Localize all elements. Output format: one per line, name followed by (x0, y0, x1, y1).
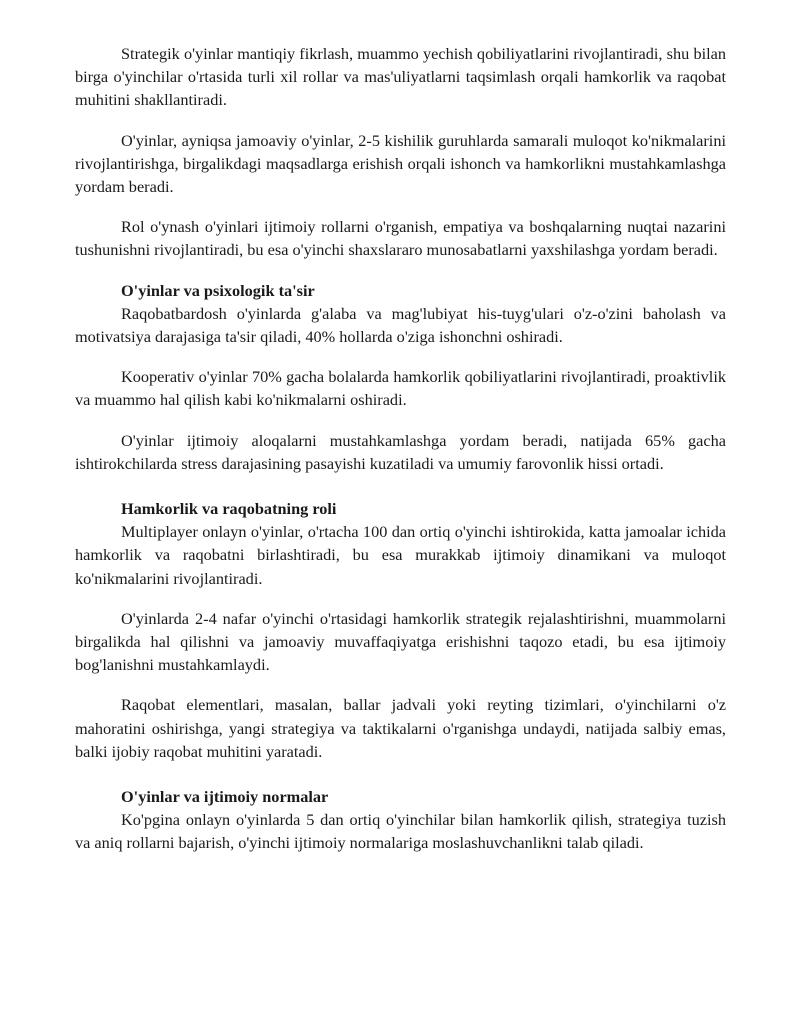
paragraph: O'yinlar ijtimoiy aloqalarni mustahkamlashga yordam beradi, natijada 65% gacha ishtirokchilarda stress darajasining pasayishi kuzatiladi va umumiy farovonlik hissi ortadi. (75, 430, 726, 473)
section-heading: Hamkorlik va raqobatning roli (121, 499, 337, 519)
section-heading: O'yinlar va ijtimoiy normalar (121, 787, 329, 807)
paragraph: Raqobat elementlari, masalan, ballar jadvali yoki reyting tizimlari, o'yinchilarni o'z mahoratini oshirishga, yangi strategiya va taktikalarni o'rganishga undaydi, natijada salbiy emas, balki ijobiy raqobat muhitini yaratadi. (75, 695, 726, 761)
paragraph: Strategik o'yinlar mantiqiy fikrlash, muammo yechish qobiliyatlarini rivojlantiradi, shu bilan birga o'yinchilar o'rtasida turli xil rollar va mas'uliyatlarni taqsimlash orqali hamkorlik va raqobat muhitini shakllantiradi. (75, 44, 726, 110)
paragraph: Ko'pgina onlayn o'yinlarda 5 dan ortiq o'yinchilar bilan hamkorlik qilish, strategiya tuzish va aniq rollarni bajarish, o'yinchi ijtimoiy normalariga moslashuvchanlikni talab qiladi. (75, 810, 726, 853)
document-page (75, 42, 726, 855)
section-heading: O'yinlar va psixologik ta'sir (121, 280, 315, 300)
paragraph: Raqobatbardosh o'yinlarda g'alaba va mag'lubiyat his-tuyg'ulari o'z-o'zini baholash va motivatsiya darajasiga ta'sir qiladi, 40% hollarda o'ziga ishonchni oshiradi. (75, 303, 726, 347)
paragraph: O'yinlarda 2-4 nafar o'yinchi o'rtasidagi hamkorlik strategik rejalashtirishni, muammolarni birgalikda hal qilishni va jamoaviy muvaffaqiyatga erishishni taqozo etadi, bu esa ijtimoiy bog'lanishni mustahkamlaydi. (75, 608, 726, 675)
paragraph: O'yinlar, ayniqsa jamoaviy o'yinlar, 2-5 kishilik guruhlarda samarali muloqot ko'nikmalarini rivojlantirishga, birgalikdagi maqsadlarga erishish orqali ishonch va hamkorlikni mustahkamlashga yordam beradi. (75, 130, 726, 197)
paragraph: Kooperativ o'yinlar 70% gacha bolalarda hamkorlik qobiliyatlarini rivojlantiradi, proaktivlik va muammo hal qilish kabi ko'nikmalarni oshiradi. (75, 367, 726, 410)
paragraph: Rol o'ynash o'yinlari ijtimoiy rollarni o'rganish, empatiya va boshqalarning nuqtai nazarini tushunishni rivojlantiradi, bu esa o'yinchi shaxslararo munosabatlarni yaxshilashga yordam beradi. (75, 217, 726, 260)
paragraph: Multiplayer onlayn o'yinlar, o'rtacha 100 dan ortiq o'yinchi ishtirokida, katta jamoalar ichida hamkorlik va raqobatni birlashtiradi, bu esa murakkab ijtimoiy dinamikani va muloqot ko'nikmalarini rivojlantiradi. (75, 522, 726, 588)
